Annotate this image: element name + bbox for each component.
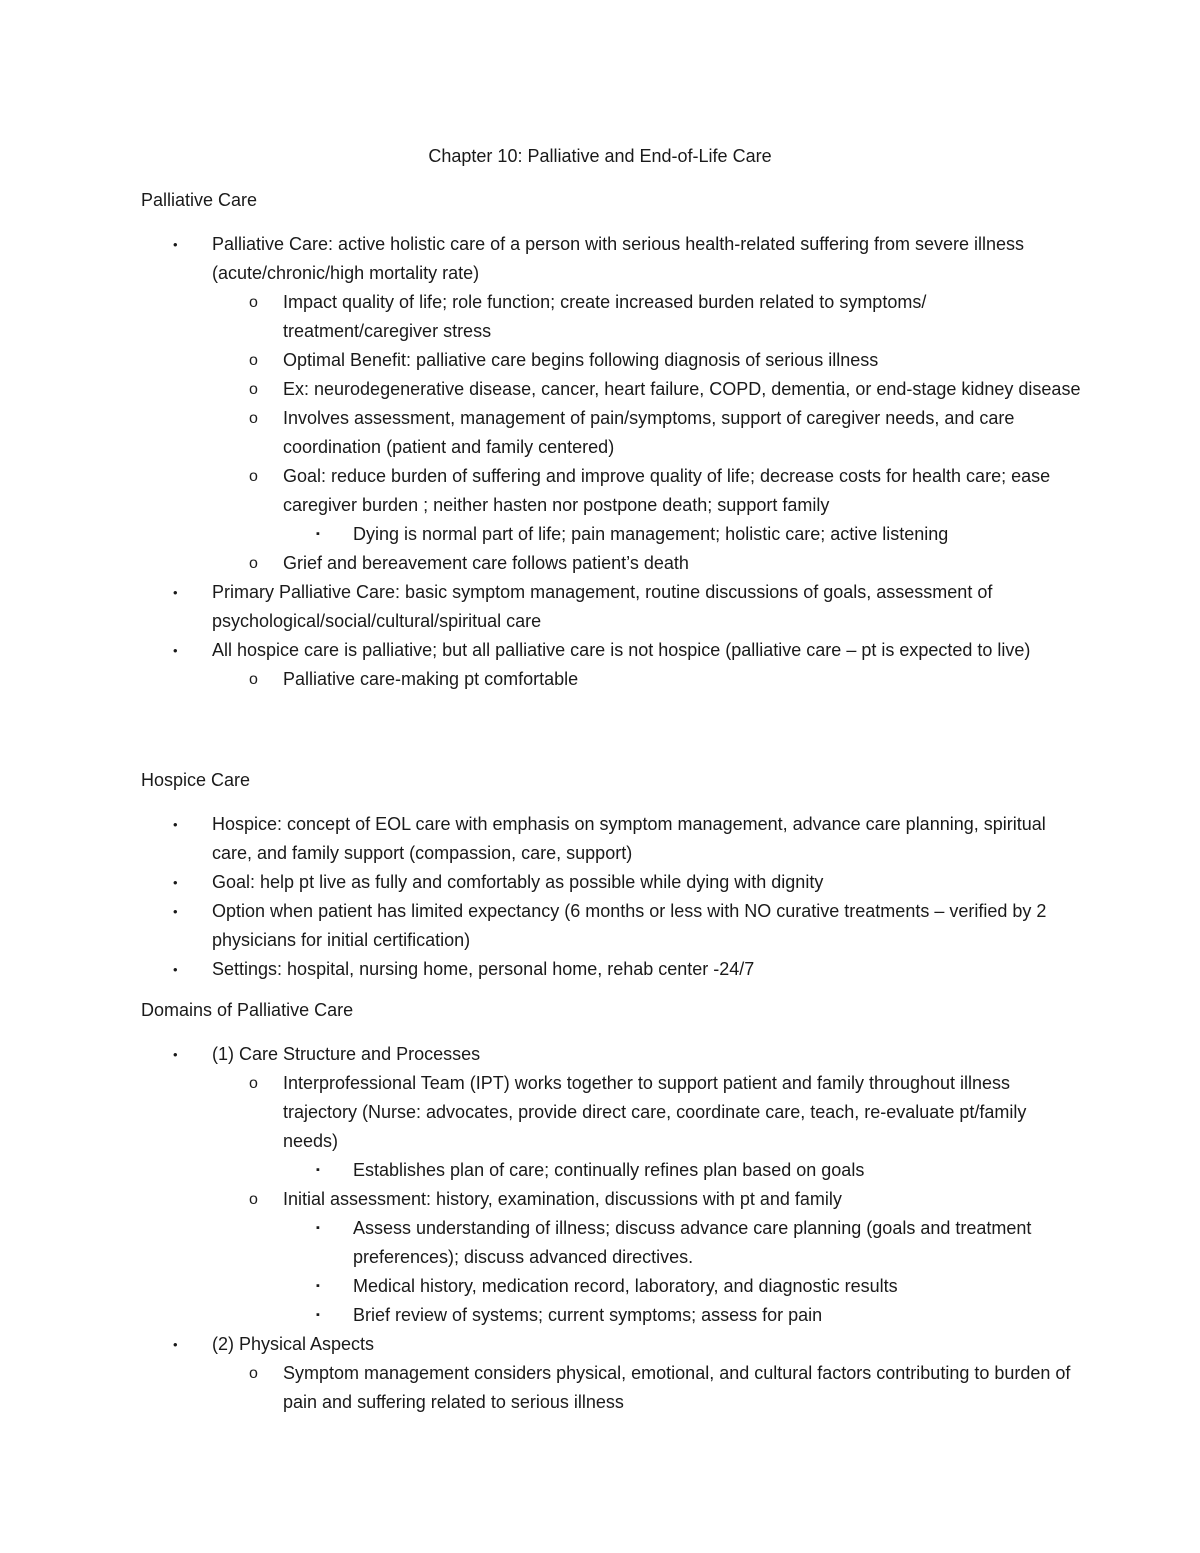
list-item-text: (1) Care Structure and Processes xyxy=(212,1044,481,1064)
circle-bullet-icon: o xyxy=(249,555,258,572)
list-item-text: Involves assessment, management of pain/symptoms, support of caregiver needs, and care coordination (patient and family centered) xyxy=(283,408,1015,457)
list-item-text: Impact quality of life; role function; create increased burden related to symptoms/ treatment/caregiver stress xyxy=(283,292,927,341)
disc-bullet-icon: • xyxy=(173,817,178,832)
list-item xyxy=(141,404,1081,462)
circle-bullet-icon: o xyxy=(249,294,258,311)
disc-bullet-icon: • xyxy=(173,962,178,977)
list-item xyxy=(141,288,1081,346)
list-item xyxy=(141,955,1081,984)
list-item-text: Palliative Care: active holistic care of a person with serious health-related suffering from severe illness (acute/chronic/high mortality rate) xyxy=(212,234,1025,283)
list-item-text: Option when patient has limited expectancy (6 months or less with NO curative treatments – verified by 2 physicians for initial certification) xyxy=(212,901,1047,950)
list-item xyxy=(141,636,1081,665)
section-hospice-care xyxy=(141,767,1081,984)
circle-bullet-icon: o xyxy=(249,1191,258,1208)
list-item xyxy=(141,230,1081,288)
square-bullet-icon: ▪ xyxy=(316,1164,320,1176)
list-item-text: Ex: neurodegenerative disease, cancer, heart failure, COPD, dementia, or end-stage kidney disease xyxy=(283,379,1081,399)
list-item-text: Optimal Benefit: palliative care begins following diagnosis of serious illness xyxy=(283,350,879,370)
circle-bullet-icon: o xyxy=(249,381,258,398)
list-item xyxy=(141,1272,1081,1301)
list-item xyxy=(141,1185,1081,1214)
list-item-text: Settings: hospital, nursing home, personal home, rehab center -24/7 xyxy=(212,959,755,979)
list-item xyxy=(141,1301,1081,1330)
list-item-text: Interprofessional Team (IPT) works together to support patient and family throughout illness trajectory (Nurse: advocates, provide direct care, coordinate care, teach, re-evaluate pt/family needs) xyxy=(283,1073,1027,1151)
bullet-list xyxy=(141,230,1081,694)
list-item-text: All hospice care is palliative; but all palliative care is not hospice (palliative care – pt is expected to live) xyxy=(212,640,1031,660)
disc-bullet-icon: • xyxy=(173,875,178,890)
list-item-text: Brief review of systems; current symptoms; assess for pain xyxy=(353,1305,823,1325)
list-item-text: (2) Physical Aspects xyxy=(212,1334,375,1354)
disc-bullet-icon: • xyxy=(173,1047,178,1062)
section-heading: Hospice Care xyxy=(141,770,251,790)
list-item-text: Hospice: concept of EOL care with emphasis on symptom management, advance care planning, spiritual care, and family support (compassion, care, support) xyxy=(212,814,1046,863)
list-item-text: Dying is normal part of life; pain management; holistic care; active listening xyxy=(353,524,949,544)
square-bullet-icon: ▪ xyxy=(316,1280,320,1292)
list-item xyxy=(141,1040,1081,1069)
list-item-text: Symptom management considers physical, emotional, and cultural factors contributing to burden of pain and suffering related to serious illness xyxy=(283,1363,1071,1412)
section-heading: Domains of Palliative Care xyxy=(141,1000,354,1020)
section-heading: Palliative Care xyxy=(141,190,258,210)
section-domains-of-palliative-care xyxy=(141,997,1081,1417)
list-item-text: Goal: help pt live as fully and comfortably as possible while dying with dignity xyxy=(212,872,824,892)
list-item xyxy=(141,1214,1081,1272)
list-item xyxy=(141,1359,1081,1417)
list-item xyxy=(141,520,1081,549)
list-item xyxy=(141,346,1081,375)
disc-bullet-icon: • xyxy=(173,1337,178,1352)
bullet-list xyxy=(141,1040,1081,1417)
square-bullet-icon: ▪ xyxy=(316,528,320,540)
section-palliative-care xyxy=(141,187,1081,694)
circle-bullet-icon: o xyxy=(249,410,258,427)
disc-bullet-icon: • xyxy=(173,643,178,658)
list-item-text: Primary Palliative Care: basic symptom management, routine discussions of goals, assessment of psychological/social/cultural/spiritual care xyxy=(212,582,993,631)
list-item xyxy=(141,897,1081,955)
list-item-text: Medical history, medication record, laboratory, and diagnostic results xyxy=(353,1276,898,1296)
circle-bullet-icon: o xyxy=(249,352,258,369)
list-item xyxy=(141,1156,1081,1185)
disc-bullet-icon: • xyxy=(173,585,178,600)
list-item xyxy=(141,578,1081,636)
circle-bullet-icon: o xyxy=(249,468,258,485)
list-item xyxy=(141,665,1081,694)
list-item xyxy=(141,810,1081,868)
list-item-text: Goal: reduce burden of suffering and improve quality of life; decrease costs for health care; ease caregiver burden ; neither hasten nor postpone death; support family xyxy=(283,466,1051,515)
list-item xyxy=(141,549,1081,578)
circle-bullet-icon: o xyxy=(249,1365,258,1382)
square-bullet-icon: ▪ xyxy=(316,1222,320,1234)
document-title: Chapter 10: Palliative and End-of-Life Care xyxy=(428,146,772,166)
list-item xyxy=(141,1330,1081,1359)
list-item-text: Grief and bereavement care follows patient’s death xyxy=(283,553,689,573)
list-item xyxy=(141,375,1081,404)
circle-bullet-icon: o xyxy=(249,671,258,688)
list-item-text: Assess understanding of illness; discuss advance care planning (goals and treatment preferences); discuss advanced directives. xyxy=(353,1218,1032,1267)
list-item-text: Establishes plan of care; continually refines plan based on goals xyxy=(353,1160,865,1180)
circle-bullet-icon: o xyxy=(249,1075,258,1092)
list-item xyxy=(141,462,1081,520)
list-item xyxy=(141,1069,1081,1156)
square-bullet-icon: ▪ xyxy=(316,1309,320,1321)
list-item-text: Palliative care-making pt comfortable xyxy=(283,669,579,689)
disc-bullet-icon: • xyxy=(173,237,178,252)
bullet-list xyxy=(141,810,1081,984)
disc-bullet-icon: • xyxy=(173,904,178,919)
list-item-text: Initial assessment: history, examination, discussions with pt and family xyxy=(283,1189,842,1209)
list-item xyxy=(141,868,1081,897)
